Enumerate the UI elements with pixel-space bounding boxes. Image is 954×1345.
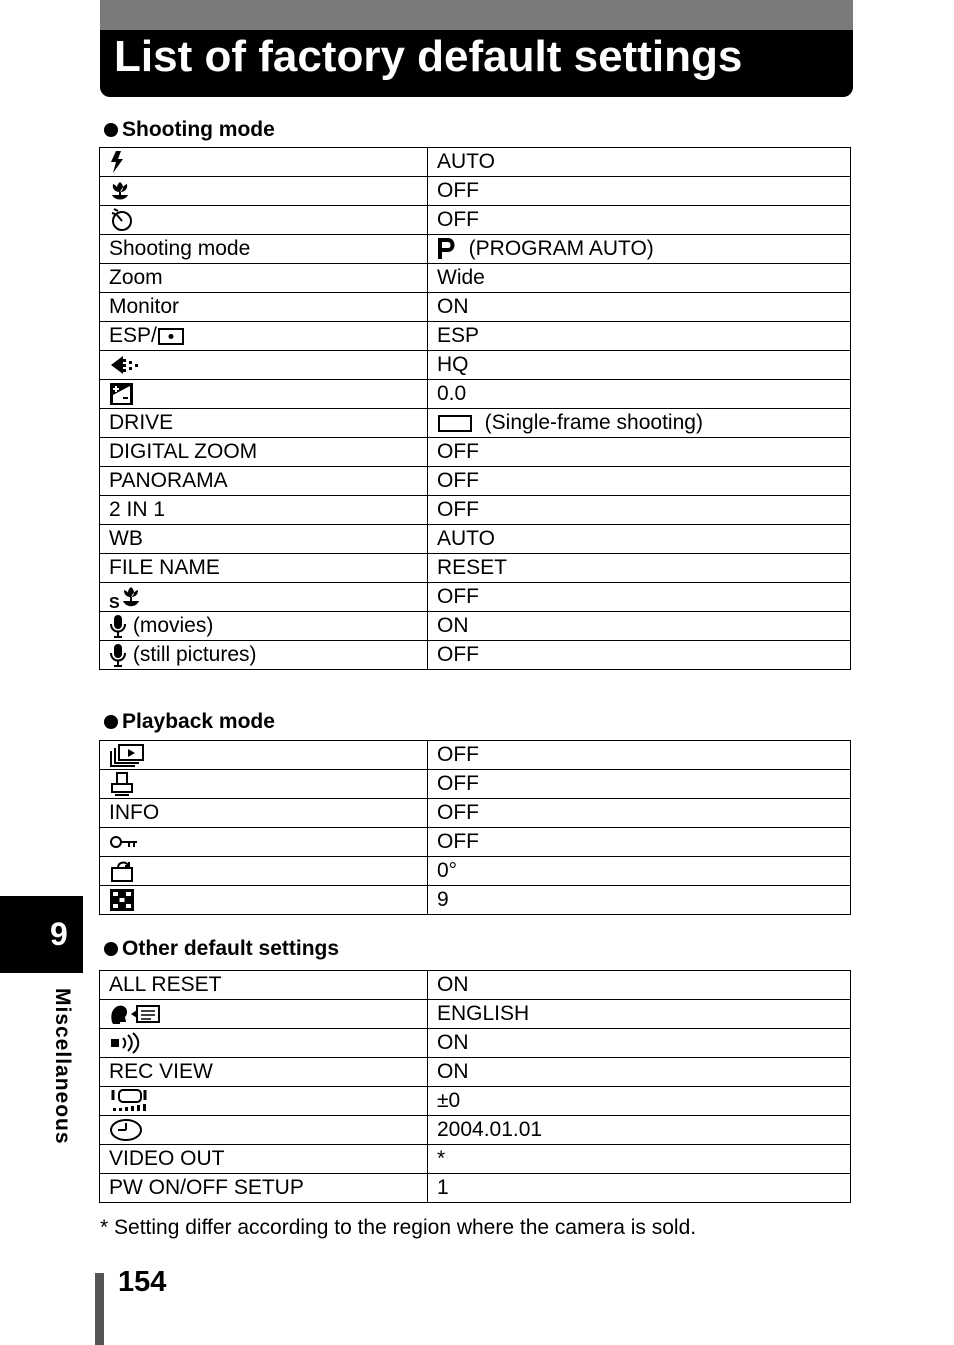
- default-value-cell: [428, 206, 851, 235]
- default-value: RESET: [437, 556, 508, 579]
- default-value-cell: [428, 583, 851, 612]
- clock-icon: [109, 1118, 145, 1142]
- table-row: [100, 799, 851, 828]
- setting-name-cell: [100, 828, 428, 857]
- setting-name: Shooting mode: [109, 237, 251, 260]
- setting-name-cell: [100, 1116, 428, 1145]
- default-value: OFF: [437, 469, 479, 492]
- default-value: 2004.01.01: [437, 1118, 543, 1141]
- index-grid-icon: [109, 888, 135, 912]
- setting-name-cell: [100, 206, 428, 235]
- table-row: [100, 438, 851, 467]
- default-value: OFF: [437, 743, 479, 766]
- rotate-icon: [109, 858, 135, 884]
- default-value: *: [437, 1147, 446, 1170]
- table-row: [100, 554, 851, 583]
- setting-name: WB: [109, 527, 143, 550]
- default-value-cell: [428, 293, 851, 322]
- setting-name-cell: [100, 235, 428, 264]
- setting-name: (still pictures): [132, 643, 257, 666]
- monitor-brightness-icon: [109, 1088, 149, 1114]
- setting-name-cell: [100, 1087, 428, 1116]
- microphone-icon: [109, 642, 127, 668]
- beep-sound-icon: [109, 1031, 141, 1055]
- setting-name: ALL RESET: [109, 973, 222, 996]
- default-value-cell: [428, 770, 851, 799]
- default-value-cell: [428, 235, 851, 264]
- table-row: [100, 264, 851, 293]
- default-value-cell: [428, 525, 851, 554]
- default-value-cell: [428, 322, 851, 351]
- setting-name-cell: [100, 322, 428, 351]
- default-value: OFF: [437, 498, 479, 521]
- default-value-cell: [428, 1087, 851, 1116]
- table-row: [100, 1058, 851, 1087]
- table-row: [100, 206, 851, 235]
- setting-name-cell: [100, 612, 428, 641]
- setting-name-cell: [100, 467, 428, 496]
- table-row: [100, 1029, 851, 1058]
- default-value: 9: [437, 888, 449, 911]
- table-row: [100, 467, 851, 496]
- default-value: ESP: [437, 324, 480, 347]
- table-row: [100, 971, 851, 1000]
- page-title: List of factory default settings: [114, 32, 743, 81]
- default-value: OFF: [437, 179, 479, 202]
- setting-name: ESP/: [109, 324, 157, 347]
- protect-key-icon: [109, 833, 139, 851]
- table-row: [100, 583, 851, 612]
- setting-name: DIGITAL ZOOM: [109, 440, 258, 463]
- slideshow-icon: [109, 743, 145, 767]
- section-heading-shooting: Shooting mode: [104, 118, 275, 142]
- table-row: [100, 1116, 851, 1145]
- table-row: [100, 322, 851, 351]
- default-value: ON: [437, 1060, 469, 1083]
- record-mode-icon: [109, 354, 147, 376]
- table-row: [100, 235, 851, 264]
- table-row: [100, 177, 851, 206]
- setting-name-cell: [100, 177, 428, 206]
- setting-name-cell: [100, 583, 428, 612]
- default-value: 1: [437, 1176, 449, 1199]
- setting-name-cell: [100, 857, 428, 886]
- default-value-cell: [428, 380, 851, 409]
- setting-name-cell: [100, 1145, 428, 1174]
- table-row: [100, 770, 851, 799]
- setting-name-cell: [100, 1058, 428, 1087]
- table-row: [100, 828, 851, 857]
- default-value-cell: [428, 641, 851, 670]
- footnote: * Setting differ according to the region where the camera is sold.: [100, 1216, 697, 1239]
- default-value-cell: [428, 409, 851, 438]
- default-value: AUTO: [437, 527, 495, 550]
- default-value-cell: [428, 741, 851, 770]
- super-macro-icon: [109, 584, 145, 610]
- setting-name-cell: [100, 799, 428, 828]
- page-number: 154: [118, 1266, 167, 1298]
- chapter-number: 9: [50, 916, 68, 952]
- default-value: OFF: [437, 643, 479, 666]
- default-value-cell: [428, 554, 851, 583]
- table-row: [100, 1174, 851, 1203]
- default-value: ON: [437, 295, 469, 318]
- setting-name-cell: [100, 1029, 428, 1058]
- table-row: [100, 857, 851, 886]
- default-value-cell: [428, 1058, 851, 1087]
- flash-icon: [109, 150, 125, 174]
- table-row: [100, 525, 851, 554]
- default-value: OFF: [437, 801, 479, 824]
- chapter-label: Miscellaneous: [51, 988, 74, 1145]
- other-settings-table: [99, 970, 851, 1203]
- table-row: [100, 886, 851, 915]
- program-p-icon: [437, 237, 457, 261]
- setting-name-cell: [100, 641, 428, 670]
- setting-name-cell: [100, 1174, 428, 1203]
- setting-name: FILE NAME: [109, 556, 220, 579]
- setting-name: VIDEO OUT: [109, 1147, 225, 1170]
- svg-text:S: S: [109, 595, 120, 611]
- default-value-cell: [428, 828, 851, 857]
- default-value-cell: [428, 1000, 851, 1029]
- section-heading-playback: Playback mode: [104, 710, 275, 734]
- setting-name: Monitor: [109, 295, 180, 318]
- default-value: ENGLISH: [437, 1002, 530, 1025]
- table-row: [100, 641, 851, 670]
- table-row: [100, 1145, 851, 1174]
- setting-name-cell: [100, 409, 428, 438]
- print-reserve-icon: [109, 771, 135, 797]
- default-value-cell: [428, 351, 851, 380]
- setting-name-cell: [100, 496, 428, 525]
- bullet-icon: [104, 942, 118, 956]
- default-value-cell: [428, 177, 851, 206]
- default-value: AUTO: [437, 150, 495, 173]
- default-value-cell: [428, 1145, 851, 1174]
- default-value-cell: [428, 467, 851, 496]
- setting-name-cell: [100, 525, 428, 554]
- table-row: [100, 1000, 851, 1029]
- setting-name: DRIVE: [109, 411, 174, 434]
- default-value-cell: [428, 1029, 851, 1058]
- microphone-icon: [109, 613, 127, 639]
- setting-name-cell: [100, 264, 428, 293]
- default-value-cell: [428, 438, 851, 467]
- title-bar-top-strip: [100, 0, 853, 30]
- setting-name-cell: [100, 554, 428, 583]
- table-row: [100, 496, 851, 525]
- page-number-bar: [95, 1273, 104, 1345]
- default-value: OFF: [437, 830, 479, 853]
- setting-name-cell: [100, 886, 428, 915]
- setting-name: PANORAMA: [109, 469, 228, 492]
- setting-name-cell: [100, 148, 428, 177]
- default-value: Wide: [437, 266, 485, 289]
- default-value: (PROGRAM AUTO): [468, 237, 654, 260]
- default-value-cell: [428, 1174, 851, 1203]
- default-value-cell: [428, 612, 851, 641]
- default-value: ON: [437, 973, 469, 996]
- setting-name: Zoom: [109, 266, 163, 289]
- setting-name-cell: [100, 438, 428, 467]
- setting-name-cell: [100, 971, 428, 1000]
- table-row: [100, 293, 851, 322]
- setting-name-cell: [100, 351, 428, 380]
- table-row: [100, 612, 851, 641]
- setting-name-cell: [100, 293, 428, 322]
- setting-name-cell: [100, 1000, 428, 1029]
- default-value: OFF: [437, 440, 479, 463]
- default-value: 0.0: [437, 382, 467, 405]
- setting-name: INFO: [109, 801, 160, 824]
- table-row: [100, 409, 851, 438]
- table-row: [100, 1087, 851, 1116]
- bullet-icon: [104, 123, 118, 137]
- language-icon: [109, 1002, 161, 1026]
- table-row: [100, 148, 851, 177]
- default-value-cell: [428, 148, 851, 177]
- default-value-cell: [428, 971, 851, 1000]
- default-value: ON: [437, 1031, 469, 1054]
- default-value: ON: [437, 614, 469, 637]
- table-row: [100, 351, 851, 380]
- default-value-cell: [428, 1116, 851, 1145]
- setting-name: (movies): [132, 614, 214, 637]
- setting-name: 2 IN 1: [109, 498, 166, 521]
- default-value: OFF: [437, 208, 479, 231]
- default-value-cell: [428, 799, 851, 828]
- title-bar: [100, 0, 853, 97]
- macro-icon: [109, 179, 131, 203]
- default-value: OFF: [437, 772, 479, 795]
- bullet-icon: [104, 715, 118, 729]
- setting-name-cell: [100, 770, 428, 799]
- section-heading-other: Other default settings: [104, 937, 339, 961]
- spot-metering-icon: [157, 326, 185, 346]
- setting-name-cell: [100, 741, 428, 770]
- table-row: [100, 380, 851, 409]
- shooting-mode-table: [99, 147, 851, 670]
- table-row: [100, 741, 851, 770]
- default-value: 0°: [437, 859, 458, 882]
- default-value-cell: [428, 857, 851, 886]
- exposure-compensation-icon: [109, 382, 135, 406]
- default-value-cell: [428, 264, 851, 293]
- chapter-tab: [0, 896, 83, 973]
- default-value-cell: [428, 886, 851, 915]
- default-value: OFF: [437, 585, 479, 608]
- setting-name: REC VIEW: [109, 1060, 213, 1083]
- single-frame-icon: [437, 413, 473, 433]
- default-value: ±0: [437, 1089, 461, 1112]
- playback-mode-table: [99, 740, 851, 915]
- setting-name-cell: [100, 380, 428, 409]
- default-value: HQ: [437, 353, 469, 376]
- setting-name: PW ON/OFF SETUP: [109, 1176, 304, 1199]
- default-value-cell: [428, 496, 851, 525]
- self-timer-icon: [109, 207, 135, 233]
- default-value: (Single-frame shooting): [484, 411, 703, 434]
